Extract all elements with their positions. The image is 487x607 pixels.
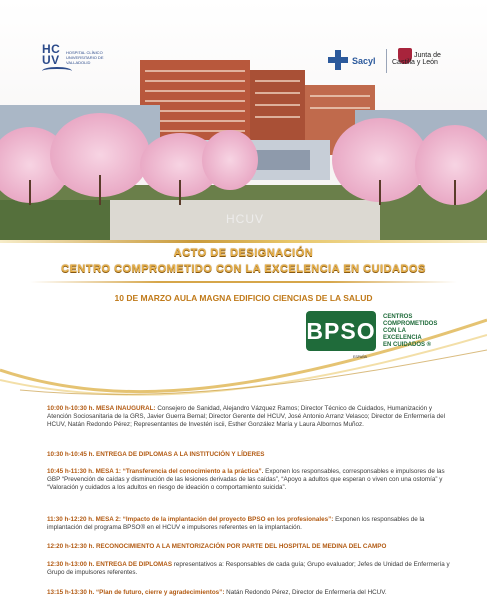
hcuv-logo-text: HOSPITAL CLÍNICO UNIVERSITARIO DE VALLADOLID [66,50,104,65]
program-item: 11:30 h-12:20 h. MESA 2: “Impacto de la implantación del proyecto BPSO en los profesionales”: Exponen los responsables de la implantación del programa BPSO® en el HCUV e impulsores referentes en la implantación. [47,516,425,532]
hospital-photo [0,0,487,240]
bpso-sub: ESPAÑA [353,355,367,359]
program-item: 10:30 h-10:45 h. ENTREGA DE DIPLOMAS A LA INSTITUCIÓN Y LÍDERES [47,451,265,458]
program-item: 10:45 h-11:30 h. MESA 1: “Transferencia del conocimiento a la práctica”. Exponen los responsables, corresponsables e impulsores de las GBP “Prevención de caídas y disminución de las lesiones derivadas de las caídas”, “Apoyo a adultos que esperan o viven con una ostomía” y “Valoración y cuidados a los adultos en riesgo de ideación o comportamiento suicida”. [47,468,445,492]
building-sign: HCUV [226,212,265,226]
program-item: 12:20 h-12:30 h. RECONOCIMIENTO A LA MENTORIZACIÓN POR PARTE DEL HOSPITAL DE MEDINA DEL CAMPO [47,543,387,550]
program-item: 10:00 h-10:30 h. MESA INAUGURAL: Consejero de Sanidad, Alejandro Vázquez Ramos; Director Técnico de Cuidados, Humanización y Atención Sociosanitaria de la GRS, Javier Guerra Bernal; Director Gerente del HCUV, José Antonio Arranz Velasco; Director de Enfermería del HCUV, Natán Redondo Pérez; Representantes de Investén iscii, Esther González María y Laura Albornos Muñoz. [47,405,446,429]
sacyl-cross-icon [328,50,348,70]
junta-logo-text: Junta de Castilla y León [392,52,441,66]
program-item: 13:15 h-13:30 h. “Plan de futuro, cierre y agradecimientos”: Natán Redondo Pérez, Director de Enfermería del HCUV. [47,589,387,596]
program-item: 12:30 h-13:00 h. ENTREGA DE DIPLOMAS representativos a: Responsables de cada guía; Grupo evaluador; Jefes de Unidad de Enfermería y Grupo de impulsores referentes. [47,561,450,577]
logo-divider [386,49,387,73]
bpso-logo: BPSO [306,311,376,351]
gold-divider-2 [30,281,457,283]
hcuv-logo: HC UV HOSPITAL CLÍNICO UNIVERSITARIO DE VALLADOLID [42,44,132,76]
institution-logos [328,46,448,76]
sacyl-logo-text: Sacyl [352,56,376,66]
title-line-1: ACTO DE DESIGNACIÓN [173,247,314,259]
bpso-tagline: CENTROS COMPROMETIDOS CON LA EXCELENCIA EN CUIDADOS ® [383,314,438,348]
date-place: 10 DE MARZO AULA MAGNA EDIFICIO CIENCIAS DE LA SALUD [114,293,373,303]
gold-divider [0,240,487,243]
title-line-2: CENTRO COMPROMETIDO CON LA EXCELENCIA EN CUIDADOS [61,263,426,275]
